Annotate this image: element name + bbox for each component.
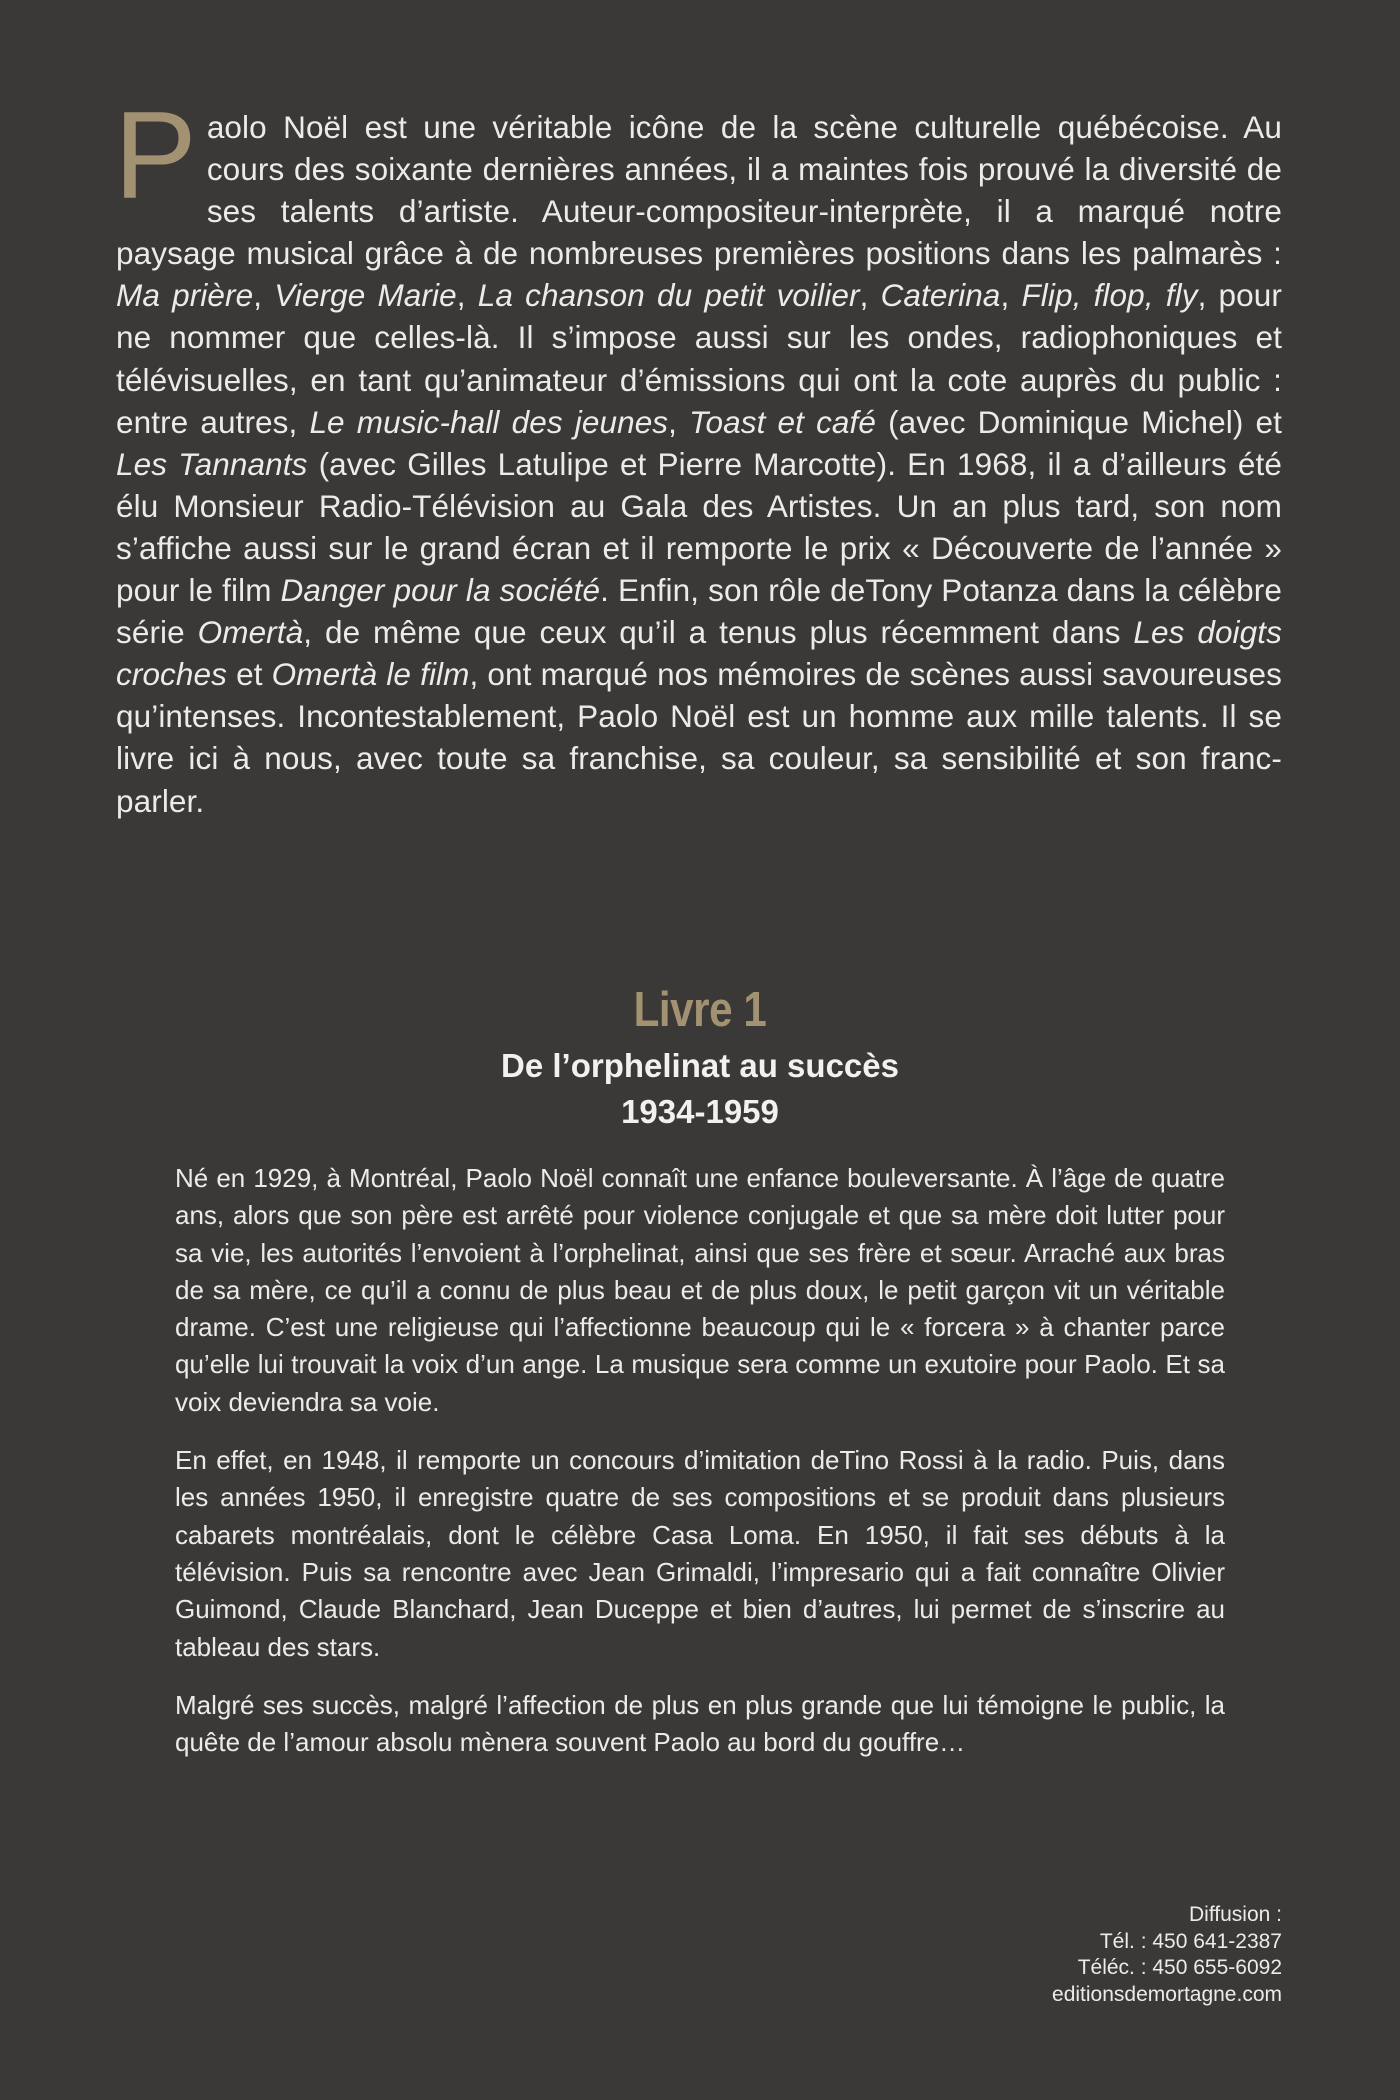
intro-title-reference: Vierge Marie [274,277,457,314]
summary-paragraph-2: En effet, en 1948, il remporte un concours d’imitation deTino Rossi à la radio. Puis, dans les années 1950, il enregistre quatre de ses compositions et se produit dans plusieurs cabarets montréalais, dont le célèbre Casa Loma. En 1950, il fait ses débuts à la télévision. Puis sa rencontre avec Jean Grimaldi, l’impresario qui a fait connaître Olivier Guimond, Claude Blanchard, Jean Duceppe et bien d’autres, lui permet de s’inscrire au tableau des stars. [175,1445,1225,1662]
intro-text-run: , [668,403,690,440]
book-subtitle: De l’orphelinat au succès [501,1047,899,1084]
intro-text-run: , de même que ceux qu’il a tenus plus récemment dans [303,614,1134,651]
intro-text-run: . Enfin, son rôle deTony Potanza dans la célèbre série [116,572,1283,651]
summary-paragraph-3: Malgré ses succès, malgré l’affection de plus en plus grande que lui témoigne le public, la quête de l’amour absolu mènera souvent Paolo au bord du gouffre… [175,1689,1225,1758]
intro-title-reference: Flip, flop, fly [1021,277,1198,314]
diffusion-fax: Téléc. : 450 655-6092 [1077,1956,1282,1979]
book-title: Livre 1 [633,983,767,1037]
intro-title-reference: Omertà le film [271,656,470,693]
intro-title-reference: Ma prière [116,277,254,314]
intro-title-reference: Les Tannants [116,445,308,482]
intro-text-run: , [456,277,478,314]
intro-paragraph [114,87,1283,822]
intro-text-run: , [253,277,275,314]
diffusion-phone: Tél. : 450 641-2387 [1099,1929,1282,1953]
intro-title-reference: Les doigts croches [116,614,1282,693]
intro-text-run: (avec Gilles Latulipe et Pierre Marcotte). En 1968, il a d’ailleurs été élu Monsieur Radio-Télévision au Gala des Artistes. Un an plus tard, son nom s’affiche aussi sur le grand écran et il remporte le prix « Découverte de l’année » pour le film [116,445,1282,609]
intro-text-run: , [859,277,881,314]
intro-title-reference: Toast et café [689,403,877,440]
intro-title-reference: Danger pour la société [280,572,601,609]
summary-paragraph-1: Né en 1929, à Montréal, Paolo Noël connaît une enfance bouleversante. À l’âge de quatre ans, alors que son père est arrêté pour violence conjugale et que sa mère doit lutter pour sa vie, les autorités l’envoient à l’orphelinat, ainsi que ses frère et sœur. Arraché aux bras de sa mère, ce qu’il a connu de plus beau et de plus doux, le petit garçon vit un véritable drame. C’est une religieuse qui l’affectionne beaucoup qui le « forcera » à chanter parce qu’elle lui trouvait la voix d’un ange. La musique sera comme un exutoire pour Paolo. Et sa voix deviendra sa voie. [175,1163,1225,1417]
book-years: 1934-1959 [621,1093,779,1130]
diffusion-info [1052,1902,1282,2008]
intro-text-run: aolo Noël est une véritable icône de la scène culturelle québécoise. Au cours des soixante dernières années, il a maintes fois prouvé la diversité de ses talents d’artiste. Auteur-compositeur-interprète, il a marqué notre paysage musical grâce à de nombreuses premières positions dans les palmarès : [116,109,1282,272]
intro-text-run: (avec Dominique Michel) et [876,403,1282,440]
intro-title-reference: Caterina [880,277,1001,314]
book-summary [175,1160,1225,1782]
intro-text-run: , [1000,277,1022,314]
intro-title-reference: La chanson du petit voilier [477,277,860,314]
intro-title-reference: Le music-hall des jeunes [309,403,669,440]
diffusion-label: Diffusion : [1189,1903,1282,1926]
intro-text-run: , pour ne nommer que celles-là. Il s’impose aussi sur les ondes, radiophoniques et télévisuelles, en tant qu’animateur d’émissions qui ont la cote auprès du public : entre autres, [116,277,1282,440]
intro-text [116,109,1282,819]
drop-cap: P [114,87,197,225]
intro-text-run: , ont marqué nos mémoires de scènes aussi savoureuses qu’intenses. Incontestablement, Paolo Noël est un homme aux mille talents. Il se livre ici à nous, avec toute sa franchise, sa couleur, sa sensibilité et son franc-parler. [116,656,1282,819]
diffusion-website[interactable]: editionsdemortagne.com [1052,1982,1282,2006]
intro-text-run: et [227,656,272,693]
intro-title-reference: Omertà [197,614,304,651]
